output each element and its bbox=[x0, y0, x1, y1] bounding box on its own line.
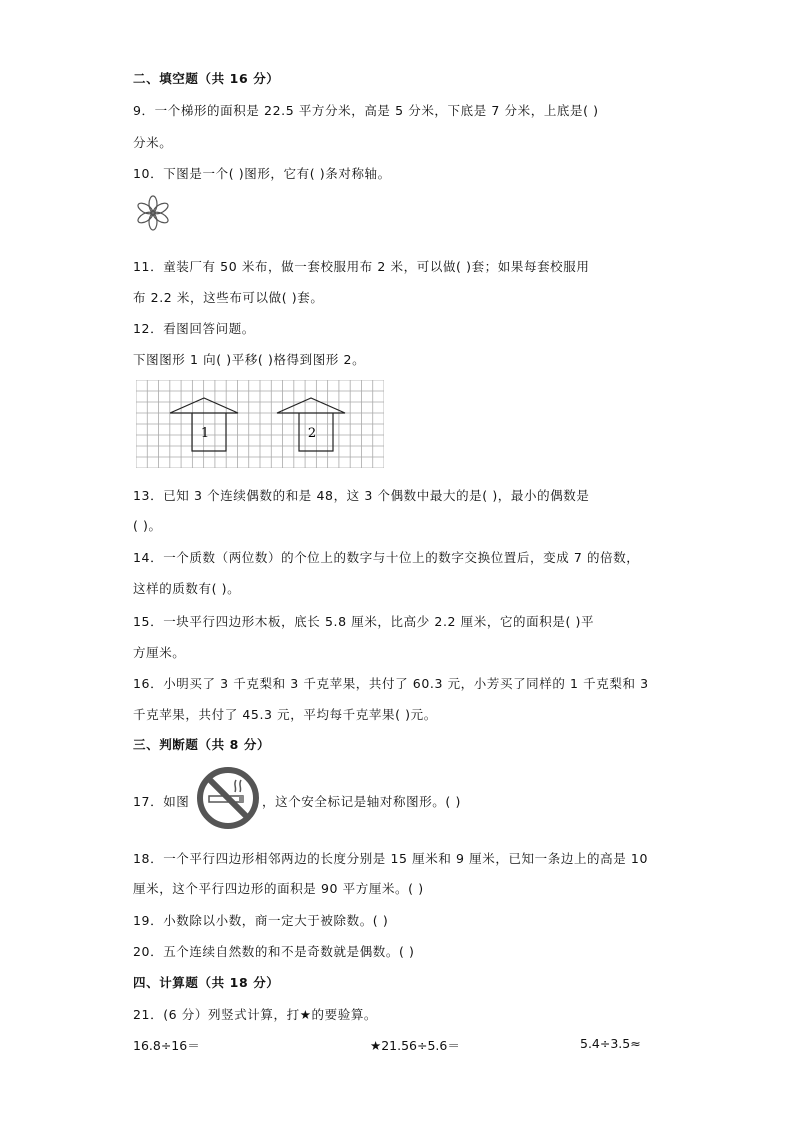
q13-line1: 13．已知 3 个连续偶数的和是 48，这 3 个偶数中最大的是( )，最小的偶数是 bbox=[133, 488, 590, 503]
q19-text: 19．小数除以小数，商一定大于被除数。( ) bbox=[133, 913, 389, 928]
shape-2 bbox=[277, 398, 345, 451]
q14-line2: 这样的质数有( )。 bbox=[133, 581, 241, 596]
q9-line2: 分米。 bbox=[133, 135, 173, 150]
shape-1-label: 1 bbox=[200, 426, 210, 441]
q11-line1: 11．童装厂有 50 米布，做一套校服用布 2 米，可以做( )套；如果每套校服用 bbox=[133, 259, 590, 274]
q15-line1: 15．一块平行四边形木板，底长 5.8 厘米，比高少 2.2 厘米，它的面积是( )平 bbox=[133, 614, 595, 629]
flower-icon bbox=[136, 195, 170, 231]
q18-line1: 18．一个平行四边形相邻两边的长度分别是 15 厘米和 9 厘米，已知一条边上的高是 10 bbox=[133, 851, 649, 866]
q12-grid-figure bbox=[136, 380, 384, 468]
section-fill-blank-title: 二、填空题（共 16 分） bbox=[133, 71, 280, 86]
q20-text: 20．五个连续自然数的和不是奇数就是偶数。( ) bbox=[133, 944, 415, 959]
q9-line1: 9．一个梯形的面积是 22.5 平方分米，高是 5 分米，下底是 7 分米，上底是( ) bbox=[133, 103, 599, 118]
q15-line2: 方厘米。 bbox=[133, 645, 186, 660]
q12-line1: 12．看图回答问题。 bbox=[133, 321, 255, 336]
calc-item-1: 16.8÷16＝ bbox=[133, 1038, 200, 1053]
grid-lines bbox=[136, 380, 384, 468]
calc-item-3: 5.4÷3.5≈ bbox=[580, 1036, 641, 1051]
section-judge-title: 三、判断题（共 8 分） bbox=[133, 737, 271, 752]
section-calc-title: 四、计算题（共 18 分） bbox=[133, 975, 280, 990]
no-smoking-icon bbox=[193, 765, 263, 831]
q21-text: 21．(6 分）列竖式计算，打★的要验算。 bbox=[133, 1007, 378, 1022]
shape-2-label: 2 bbox=[307, 426, 317, 441]
q12-line2: 下图图形 1 向( )平移( )格得到图形 2。 bbox=[133, 352, 366, 367]
q17-prefix: 17．如图 bbox=[133, 794, 190, 809]
q13-line2: ( )。 bbox=[133, 518, 162, 533]
q16-line1: 16．小明买了 3 千克梨和 3 千克苹果，共付了 60.3 元，小芳买了同样的 1 千克梨和 3 bbox=[133, 676, 649, 691]
q11-line2: 布 2.2 米，这些布可以做( )套。 bbox=[133, 290, 324, 305]
q16-line2: 千克苹果，共付了 45.3 元，平均每千克苹果( )元。 bbox=[133, 707, 437, 722]
q17-suffix: ，这个安全标记是轴对称图形。( ) bbox=[262, 794, 461, 809]
q10-text: 10．下图是一个( )图形，它有( )条对称轴。 bbox=[133, 166, 391, 181]
q14-line1: 14．一个质数（两位数）的个位上的数字与十位上的数字交换位置后，变成 7 的倍数， bbox=[133, 550, 640, 565]
q18-line2: 厘米，这个平行四边形的面积是 90 平方厘米。( ) bbox=[133, 881, 424, 896]
calc-item-2: ★21.56÷5.6＝ bbox=[370, 1038, 460, 1053]
